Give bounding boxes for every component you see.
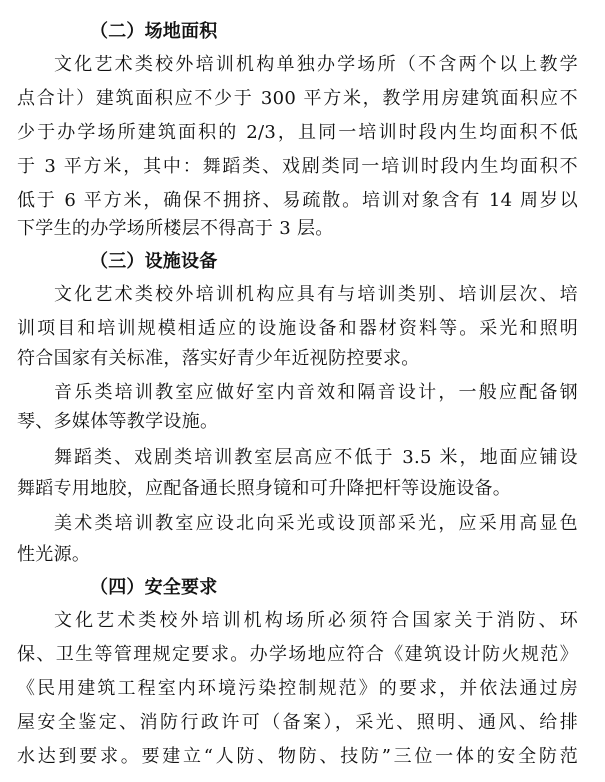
section-heading-facilities: （三）设施设备 bbox=[90, 251, 218, 272]
paragraph-line: 于 3 平方米，其中：舞蹈类、戏剧类同一培训时段内生均面积不 bbox=[17, 156, 578, 177]
paragraph-line: 舞蹈类、戏剧类培训教室层高应不低于 3.5 米，地面应铺设 bbox=[54, 447, 578, 468]
section-heading-site-area: （二）场地面积 bbox=[90, 21, 218, 42]
paragraph-line: 水达到要求。要建立“人防、物防、技防”三位一体的安全防范 bbox=[17, 746, 578, 767]
paragraph-line: 训项目和培训规模相适应的设施设备和器材资料等。采光和照明 bbox=[17, 318, 578, 339]
paragraph-line: 下学生的办学场所楼层不得高于 3 层。 bbox=[17, 218, 334, 239]
paragraph-line: 文化艺术类校外培训机构单独办学场所（不含两个以上教学 bbox=[54, 54, 578, 75]
paragraph-line: 美术类培训教室应设北向采光或设顶部采光，应采用高显色 bbox=[54, 513, 578, 534]
paragraph-line: 文化艺术类校外培训机构场所必须符合国家关于消防、环 bbox=[54, 610, 578, 631]
paragraph-line: 《民用建筑工程室内环境污染控制规范》的要求，并依法通过房 bbox=[17, 678, 578, 699]
paragraph-line: 性光源。 bbox=[17, 544, 91, 565]
paragraph-line: 音乐类培训教室应做好室内音效和隔音设计，一般应配备钢 bbox=[54, 382, 578, 403]
paragraph-line: 琴、多媒体等教学设施。 bbox=[17, 411, 219, 432]
paragraph-line: 点合计）建筑面积应不少于 300 平方米，教学用房建筑面积应不 bbox=[17, 88, 578, 109]
paragraph-line: 文化艺术类校外培训机构应具有与培训类别、培训层次、培 bbox=[54, 284, 578, 305]
section-heading-safety: （四）安全要求 bbox=[90, 577, 218, 598]
paragraph-line: 符合国家有关标准，落实好青少年近视防控要求。 bbox=[17, 348, 420, 369]
paragraph-line: 保、卫生等管理规定要求。办学场地应符合《建筑设计防火规范》 bbox=[17, 644, 578, 665]
paragraph-line: 低于 6 平方米，确保不拥挤、易疏散。培训对象含有 14 周岁以 bbox=[17, 190, 578, 211]
paragraph-line: 屋安全鉴定、消防行政许可（备案），采光、照明、通风、给排 bbox=[17, 712, 578, 733]
paragraph-line: 少于办学场所建筑面积的 2/3，且同一培训时段内生均面积不低 bbox=[17, 122, 578, 143]
paragraph-line: 舞蹈专用地胶，应配备通长照身镜和可升降把杆等设施设备。 bbox=[17, 478, 512, 499]
